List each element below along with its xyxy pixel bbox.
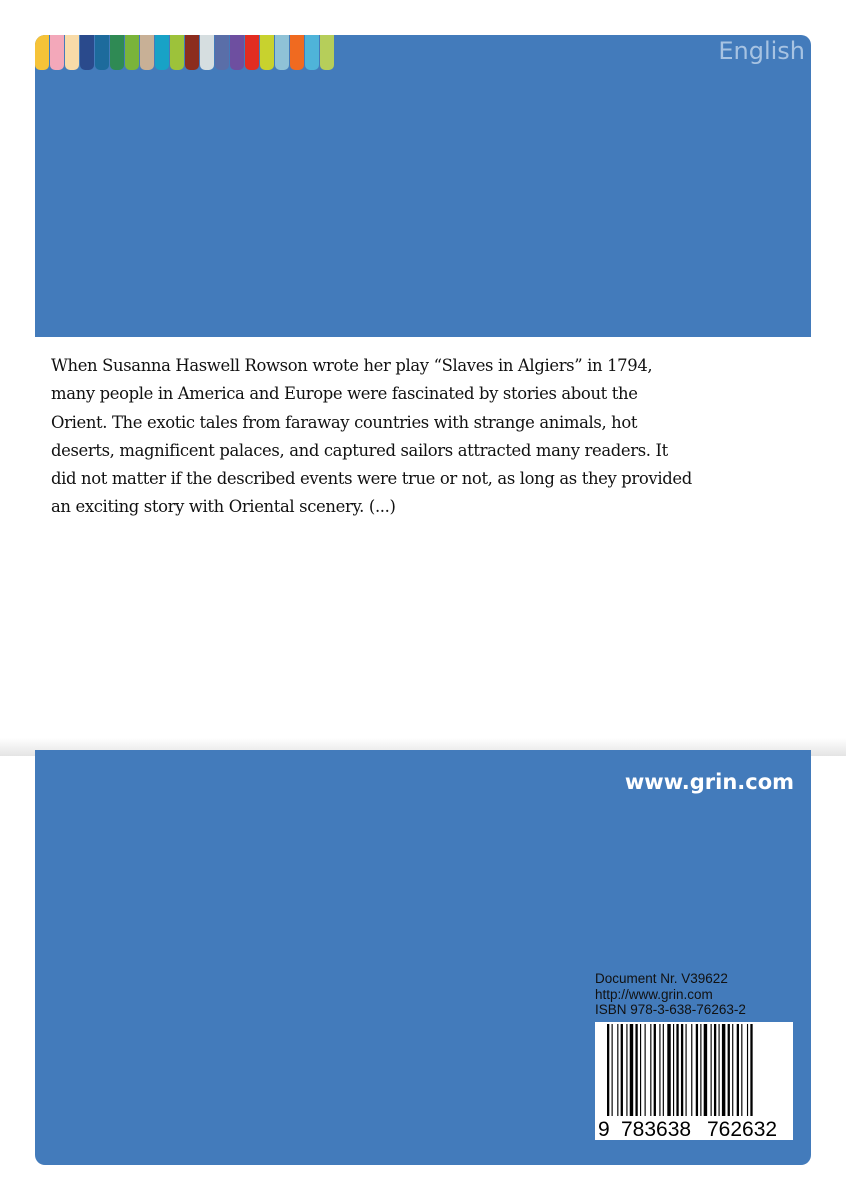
color-swatch	[110, 35, 124, 70]
color-swatch	[80, 35, 94, 70]
barcode-bar	[626, 1024, 627, 1124]
barcode-bar	[711, 1024, 712, 1124]
color-swatch	[245, 35, 259, 70]
blurb-line: an exciting story with Oriental scenery. (...)	[51, 497, 396, 517]
color-swatch	[95, 35, 109, 70]
blurb-line: many people in America and Europe were fascinated by stories about the	[51, 384, 638, 404]
barcode-bar	[663, 1024, 664, 1124]
barcode-bar	[659, 1024, 660, 1124]
barcode-bar	[686, 1024, 687, 1124]
blurb-line: Orient. The exotic tales from faraway countries with strange animals, hot	[51, 412, 638, 432]
color-swatch	[50, 35, 64, 70]
barcode-bar	[667, 1024, 670, 1124]
color-swatch	[125, 35, 139, 70]
color-swatch	[230, 35, 244, 70]
barcode-bar	[654, 1024, 656, 1124]
barcode-bar	[719, 1024, 720, 1124]
color-swatch	[290, 35, 304, 70]
book-blurb	[51, 352, 701, 522]
blurb-line: deserts, magnificent palaces, and captured sailors attracted many readers. It	[51, 440, 668, 460]
barcode-bar	[630, 1024, 633, 1124]
barcode-bar	[737, 1024, 739, 1124]
barcode-bar	[607, 1024, 609, 1124]
language-label: English	[718, 37, 805, 65]
barcode-digit-lead: 9	[598, 1118, 610, 1140]
color-swatch	[215, 35, 229, 70]
barcode-bar	[673, 1024, 674, 1124]
barcode-bar	[640, 1024, 641, 1124]
blurb-line: When Susanna Haswell Rowson wrote her play “Slaves in Algiers” in 1794,	[51, 356, 653, 375]
color-swatch	[260, 35, 274, 70]
color-swatch	[275, 35, 289, 70]
blurb-line: did not matter if the described events were true or not, as long as they provided	[51, 469, 692, 489]
isbn-barcode	[595, 1022, 793, 1140]
barcode-bar	[741, 1024, 742, 1124]
barcode-bar	[696, 1024, 698, 1124]
barcode-bar	[612, 1024, 613, 1124]
color-swatch	[305, 35, 319, 70]
barcode-bar	[732, 1024, 733, 1124]
barcode-bar	[700, 1024, 701, 1124]
color-swatch	[200, 35, 214, 70]
barcode-bar	[728, 1024, 730, 1124]
barcode-bar	[714, 1024, 716, 1124]
barcode-bar	[676, 1024, 678, 1124]
color-swatch	[140, 35, 154, 70]
barcode-bar	[621, 1024, 623, 1124]
cover-bottom-panel	[35, 750, 811, 1165]
color-swatch	[35, 35, 49, 70]
publisher-url: http://www.grin.com	[595, 986, 713, 1002]
barcode-bar	[750, 1024, 752, 1124]
cover-top-panel	[35, 35, 811, 337]
color-swatch	[65, 35, 79, 70]
barcode-bar	[704, 1024, 707, 1124]
barcode-bar	[691, 1024, 692, 1124]
barcode-bar	[650, 1024, 651, 1124]
barcode-bar	[617, 1024, 618, 1124]
barcode-bar	[747, 1024, 748, 1124]
barcode-digits-right: 762632	[707, 1118, 778, 1140]
color-swatch	[155, 35, 169, 70]
barcode-bar	[635, 1024, 637, 1124]
isbn: ISBN 978-3-638-76263-2	[595, 1002, 746, 1017]
color-strip	[35, 35, 335, 70]
document-info	[595, 971, 746, 1018]
document-number: Document Nr. V39622	[595, 971, 728, 986]
barcode-bar	[681, 1024, 683, 1124]
color-swatch	[185, 35, 199, 70]
color-swatch	[320, 35, 334, 70]
barcode-bar	[645, 1024, 646, 1124]
website-label: www.grin.com	[624, 770, 794, 794]
barcode-bar	[722, 1024, 725, 1124]
color-swatch	[170, 35, 184, 70]
barcode-digits-left: 783638	[621, 1118, 692, 1140]
